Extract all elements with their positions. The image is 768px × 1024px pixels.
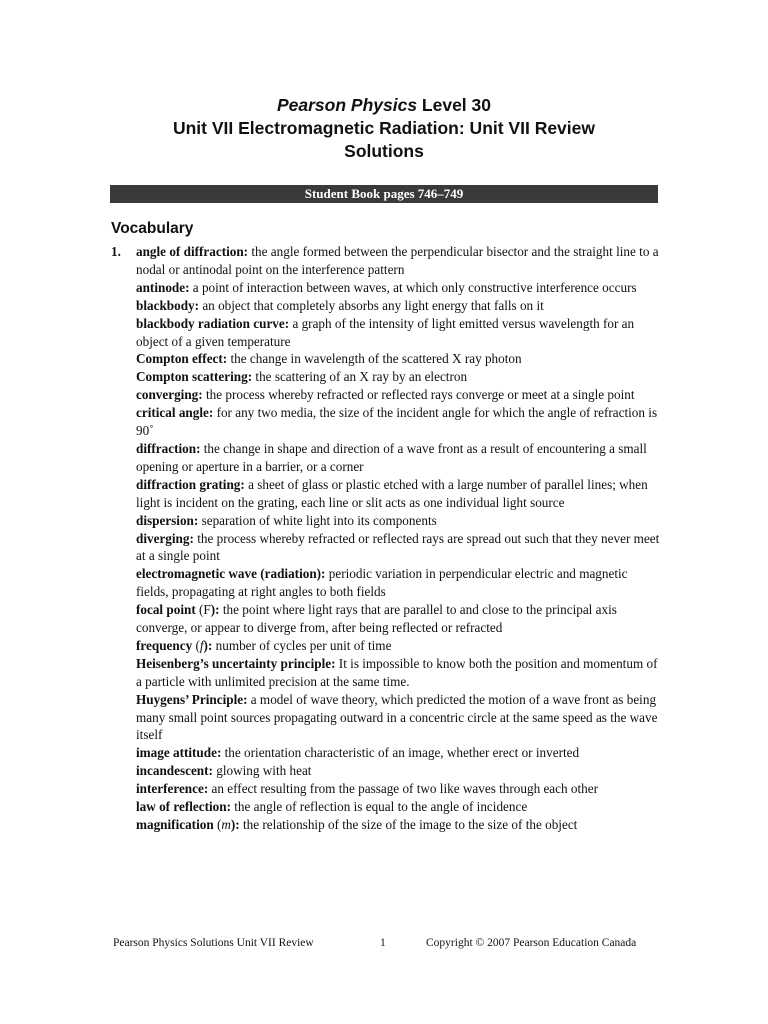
term-symbol-close: ): — [210, 602, 220, 618]
title-line-2: Unit VII Electromagnetic Radiation: Unit VII Review — [172, 118, 596, 138]
vocabulary-definition: the orientation characteristic of an image, whether erect or inverted — [221, 745, 580, 761]
vocabulary-definition: It is impossible to know both the position and momentum of a particle with unlimited precision at the same time. — [136, 655, 658, 689]
vocabulary-term: interference: — [136, 781, 209, 797]
vocabulary-entry — [136, 350, 660, 368]
vocabulary-term: diffraction: — [136, 440, 201, 456]
term-symbol-close: ): — [203, 637, 213, 653]
vocabulary-definition: the scattering of an X ray by an electron — [252, 369, 468, 385]
term-symbol: m — [221, 817, 231, 832]
footer-copyright: Copyright © 2007 Pearson Education Canada — [426, 937, 637, 949]
vocabulary-definition: periodic variation in perpendicular electric and magnetic fields, propagating at right angles to both fields — [136, 566, 628, 600]
vocabulary-heading: Vocabulary — [111, 220, 194, 237]
vocabulary-definition: separation of white light into its components — [198, 512, 437, 528]
vocabulary-definition: glowing with heat — [212, 763, 312, 779]
vocabulary-term: electromagnetic wave (radiation): — [136, 566, 326, 582]
title-line-1 — [0, 94, 768, 117]
term-symbol: f — [199, 637, 204, 653]
footer-page-number: 1 — [380, 937, 386, 949]
vocabulary-term: blackbody: — [136, 297, 200, 313]
vocabulary-definition: number of cycles per unit of time — [212, 637, 392, 653]
vocabulary-term: law of reflection: — [136, 799, 231, 815]
term-symbol-close: ): — [230, 817, 240, 832]
term-symbol-open: ( — [195, 602, 204, 618]
vocabulary-term: diverging: — [136, 530, 194, 546]
page-footer — [0, 935, 768, 951]
vocabulary-term: incandescent: — [136, 763, 213, 779]
vocabulary-term: angle of diffraction: — [136, 244, 249, 259]
vocabulary-definition: a model of wave theory, which predicted the motion of a wave front as being many small point sources propagating outward in a concentric circle at the same speed as the wave itself — [136, 691, 658, 743]
vocabulary-definition: a point of interaction between waves, at which only constructive interference occurs — [189, 279, 637, 295]
vocabulary-definition: the relationship of the size of the image to the size of the object — [239, 817, 578, 832]
vocabulary-definition: an object that completely absorbs any light energy that falls on it — [199, 297, 544, 313]
vocabulary-term: blackbody radiation curve: — [136, 315, 290, 331]
title-line-3: Solutions — [344, 141, 424, 161]
vocabulary-entry — [136, 637, 660, 655]
vocabulary-entry — [136, 386, 660, 404]
vocabulary-entry — [136, 512, 660, 530]
item-number: 1. — [111, 244, 121, 259]
vocabulary-entry — [136, 744, 660, 762]
vocabulary-definition: the angle formed between the perpendicular bisector and the straight line to a nodal or antinodal point on the interference pattern — [136, 244, 659, 277]
vocabulary-entry — [136, 798, 660, 816]
vocabulary-term: focal point — [136, 602, 196, 618]
vocabulary-entry — [136, 297, 660, 315]
vocabulary-entry — [136, 655, 660, 691]
footer-title: Pearson Physics Solutions Unit VII Review — [113, 937, 314, 949]
vocabulary-entry — [136, 315, 660, 351]
vocabulary-term: critical angle: — [136, 405, 214, 421]
vocabulary-definition: an effect resulting from the passage of two like waves through each other — [208, 781, 599, 797]
vocabulary-entry — [136, 691, 660, 745]
vocabulary-term: diffraction grating: — [136, 476, 245, 492]
vocabulary-entry — [136, 565, 660, 601]
vocabulary-definition: a sheet of glass or plastic etched with a large number of parallel lines; when light is incident on the grating, each line or slit acts as one individual light source — [136, 476, 648, 510]
title-rest-part: Level 30 — [417, 95, 492, 115]
vocabulary-term: image attitude: — [136, 745, 222, 761]
vocabulary-list — [136, 243, 660, 834]
vocabulary-definition: the change in wavelength of the scattered X ray photon — [227, 351, 522, 367]
vocabulary-term: converging: — [136, 387, 203, 403]
vocabulary-entry — [136, 530, 660, 566]
vocabulary-term: antinode: — [136, 279, 190, 295]
vocabulary-definition: the process whereby refracted or reflected rays converge or meet at a single point — [202, 387, 635, 403]
vocabulary-entry — [136, 762, 660, 780]
vocabulary-term: Huygens’ Principle: — [136, 691, 248, 707]
term-symbol-open: ( — [213, 817, 222, 832]
vocabulary-definition: the process whereby refracted or reflected rays are spread out such that they never meet at a single point — [136, 530, 660, 564]
vocabulary-entry — [136, 816, 660, 834]
term-symbol: F — [203, 602, 211, 618]
vocabulary-term: Heisenberg’s uncertainty principle: — [136, 655, 336, 671]
vocabulary-term: Compton effect: — [136, 351, 228, 367]
vocabulary-entry — [136, 601, 660, 637]
term-symbol-open: ( — [192, 637, 200, 653]
vocabulary-term: magnification — [136, 817, 214, 832]
vocabulary-term: frequency — [136, 637, 193, 653]
vocabulary-definition: a graph of the intensity of light emitted versus wavelength for an object of a given temperature — [136, 315, 635, 349]
vocabulary-definition: for any two media, the size of the incident angle for which the angle of refraction is 90˚ — [136, 405, 658, 439]
document-title — [0, 94, 768, 163]
vocabulary-definition: the change in shape and direction of a wave front as a result of encountering a small opening or aperture in a barrier, or a corner — [136, 440, 647, 474]
vocabulary-entry — [136, 404, 660, 440]
title-italic-part: Pearson Physics — [276, 95, 418, 115]
vocabulary-entry — [136, 476, 660, 512]
vocabulary-term: Compton scattering: — [136, 369, 253, 385]
student-book-pages-banner: Student Book pages 746–749 — [110, 185, 658, 203]
vocabulary-term: dispersion: — [136, 512, 199, 528]
vocabulary-entry — [136, 279, 660, 297]
vocabulary-entry — [136, 780, 660, 798]
vocabulary-definition: the angle of reflection is equal to the angle of incidence — [230, 799, 528, 815]
vocabulary-definition: the point where light rays that are parallel to and close to the principal axis converge, or appear to diverge from, after being reflected or refracted — [136, 602, 617, 636]
vocabulary-entry — [136, 440, 660, 476]
vocabulary-entry — [136, 243, 660, 279]
vocabulary-entry — [136, 368, 660, 386]
